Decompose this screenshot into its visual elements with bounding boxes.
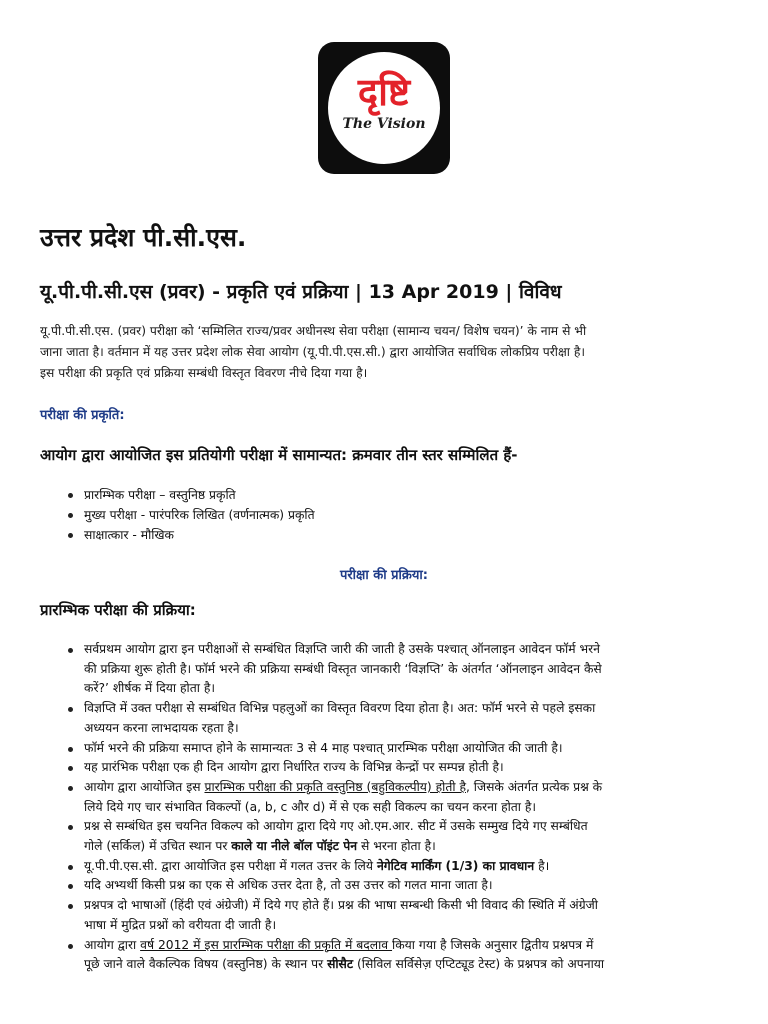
article-subtitle: यू.पी.पी.सी.एस (प्रवर) - प्रकृति एवं प्रक्रिया | 13 Apr 2019 | विविध: [40, 281, 562, 303]
text-segment: (सिविल सर्विसेज़ एप्टिट्यूड टेस्ट) के प्रश्नपत्र को अपनाया: [353, 957, 605, 972]
list-item-line: [84, 955, 736, 975]
section-heading-process: परीक्षा की प्रक्रिया:: [339, 568, 428, 583]
list-item: [66, 817, 736, 856]
text-segment: से भरना होता है।: [357, 839, 436, 854]
page-title: उत्तर प्रदेश पी.सी.एस.: [40, 223, 247, 252]
process-list: [66, 640, 736, 975]
list-item-line: [84, 936, 736, 956]
logo-circle: [328, 52, 440, 164]
list-item: मुख्य परीक्षा - पारंपरिक लिखित (वर्णनात्मक) प्रकृति: [66, 505, 726, 525]
list-item: [66, 936, 736, 975]
list-item-line: [84, 857, 736, 877]
underlined-text: प्रारम्भिक परीक्षा की प्रकृति वस्तुनिष्ठ (बहुविकल्पीय) होती है: [204, 779, 466, 794]
list-item-line: यदि अभ्यर्थी किसी प्रश्न का एक से अधिक उत्तर देता है, तो उस उत्तर को गलत माना जाता है।: [84, 878, 493, 893]
intro-paragraph: [40, 321, 730, 384]
list-item-line: यह प्रारंभिक परीक्षा एक ही दिन आयोग द्वारा निर्धारित राज्य के विभिन्न केन्द्रों पर सम्पन्न होती है।: [84, 760, 504, 775]
list-item-line: [84, 778, 736, 798]
bold-text: नेगेटिव मार्किंग (1/3) का प्रावधान: [376, 858, 535, 873]
list-item: [66, 896, 736, 935]
list-item-line: करें?’ शीर्षक में दिया होता है।: [84, 681, 216, 696]
list-item-line: प्रश्न से सम्बंधित इस चयनित विकल्प को आयोग द्वारा दिये गए ओ.एम.आर. सीट में उसके सम्मुख दिये गए सम्बंधित: [84, 819, 588, 834]
list-item-line: विज्ञप्ति में उक्त परीक्षा से सम्बंधित विभिन्न पहलुओं का विस्तृत विवरण दिया होता है। अत: फॉर्म भरने से पहले इसका: [84, 701, 596, 716]
list-item-line: की प्रक्रिया शुरू होती है। फॉर्म भरने की प्रक्रिया सम्बंधी विस्तृत जानकारी ‘विज्ञप्ति’ के अंतर्गत ‘ऑनलाइन आवेदन कैसे: [84, 661, 602, 676]
text-segment: आयोग द्वारा आयोजित इस: [84, 779, 205, 794]
text-segment: गोले (सर्किल) में उचित स्थान पर: [84, 839, 232, 854]
text-segment: यू.पी.पी.एस.सी. द्वारा आयोजित इस परीक्षा में गलत उत्तर के लिये: [84, 858, 377, 873]
list-item: प्रारम्भिक परीक्षा – वस्तुनिष्ठ प्रकृति: [66, 485, 726, 505]
bold-text: सीसैट: [327, 957, 354, 972]
stages-list: [66, 485, 726, 545]
list-item-line: [84, 837, 736, 857]
text-segment: किया गया है जिसके अनुसार द्वितीय प्रश्नपत्र में: [392, 937, 594, 952]
text-segment: , जिसके अंतर्गत प्रत्येक प्रश्न के: [465, 779, 603, 794]
section-lead-nature: आयोग द्वारा आयोजित इस प्रतियोगी परीक्षा में सामान्यत: क्रमवार तीन स्तर सम्मिलित हैं-: [40, 446, 518, 464]
logo-hindi-text: दृष्टि: [357, 70, 411, 114]
text-segment: पूछे जाने वाले वैकल्पिक विषय (वस्तुनिष्ठ) के स्थान पर: [84, 957, 328, 972]
list-item-line: प्रश्नपत्र दो भाषाओं (हिंदी एवं अंग्रेजी) में दिये गए होते हैं। प्रश्न की भाषा सम्बन्धी किसी भी विवाद की स्थिति में अंग्रेजी: [84, 898, 598, 913]
list-item: [66, 640, 736, 699]
list-item-line: भाषा में मुद्रित प्रश्नों को वरीयता दी जाती है।: [84, 917, 277, 932]
text-segment: है।: [534, 858, 550, 873]
list-item-line: सर्वप्रथम आयोग द्वारा इन परीक्षाओं से सम्बंधित विज्ञप्ति जारी की जाती है उसके पश्चात् ऑनलाइन आवेदन फॉर्म भरने: [84, 642, 600, 656]
intro-line: यू.पी.पी.सी.एस. (प्रवर) परीक्षा को ‘सम्मिलित राज्य/प्रवर अधीनस्थ सेवा परीक्षा (सामान्य चयन/ विशेष चयन)’ के नाम से भी: [40, 324, 587, 338]
list-item: [66, 699, 736, 738]
section-lead-process: प्रारम्भिक परीक्षा की प्रक्रिया:: [40, 601, 196, 619]
list-item-line: फॉर्म भरने की प्रक्रिया समाप्त होने के सामान्यतः 3 से 4 माह पश्चात् प्रारम्भिक परीक्षा आयोजित की जाती है।: [84, 740, 563, 755]
list-item: [66, 857, 736, 877]
list-item: [66, 778, 736, 817]
list-item-line: अध्ययन करना लाभदायक रहता है।: [84, 720, 239, 735]
intro-line: इस परीक्षा की प्रकृति एवं प्रक्रिया सम्बंधी विस्तृत विवरण नीचे दिया गया है।: [40, 366, 368, 380]
drishti-logo: [318, 42, 450, 174]
list-item-line: लिये दिये गए चार संभावित विकल्पों (a, b, c और d) में से एक सही विकल्प का चयन करना होता है।: [84, 799, 537, 814]
list-item: साक्षात्कार - मौखिक: [66, 525, 726, 545]
logo-english-text: The Vision: [342, 116, 426, 132]
list-item: [66, 739, 736, 759]
list-item: [66, 876, 736, 896]
underlined-text: वर्ष 2012 में इस प्रारम्भिक परीक्षा की प्रकृति में बदलाव: [140, 937, 393, 952]
text-segment: आयोग द्वारा: [84, 937, 141, 952]
list-item: [66, 758, 736, 778]
section-heading-nature: परीक्षा की प्रकृति:: [40, 408, 125, 423]
intro-line: जाना जाता है। वर्तमान में यह उत्तर प्रदेश लोक सेवा आयोग (यू.पी.पी.एस.सी.) द्वारा आयोजित सर्वाधिक लोकप्रिय परीक्षा है।: [40, 345, 586, 359]
bold-text: काले या नीले बॉल पॉइंट पेन: [231, 839, 358, 854]
